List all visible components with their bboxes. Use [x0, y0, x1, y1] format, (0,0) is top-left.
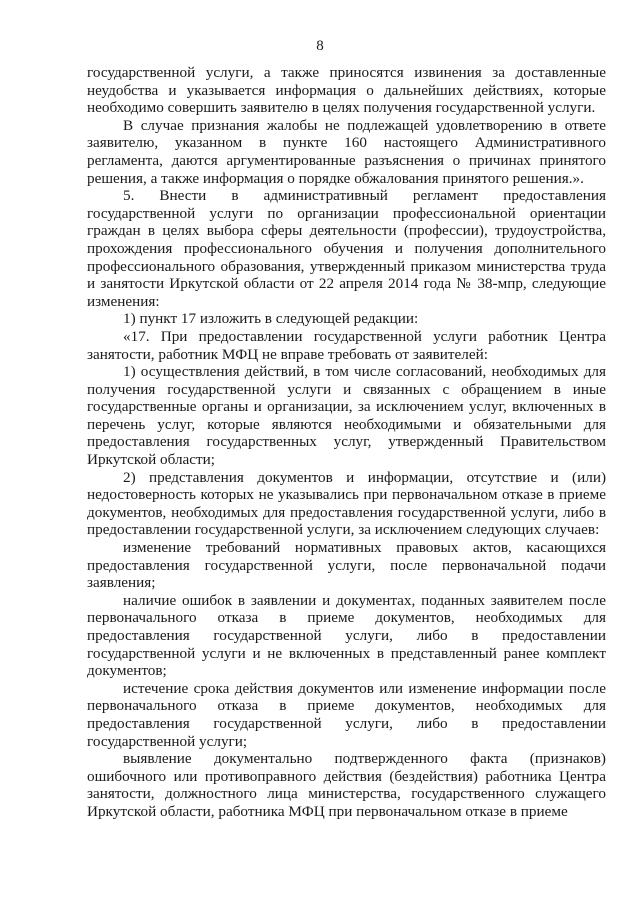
paragraph: 5. Внести в административный регламент предоставления государственной услуги по организации профессиональной ориентации граждан в целях выбора сферы деятельности (профессии), трудоустройства, прохождения профессионального обучения и получения дополнительного профессионального образования, утвержденный приказом министерства труда и занятости Иркутской области от 22 апреля 2014 года № 38-мпр, следующие изменения: — [87, 187, 606, 310]
paragraph: изменение требований нормативных правовых актов, касающихся предоставления государственной услуги, после первоначальной подачи заявления; — [87, 539, 606, 592]
paragraph: «17. При предоставлении государственной услуги работник Центра занятости, работник МФЦ не вправе требовать от заявителей: — [87, 327, 606, 363]
paragraph: истечение срока действия документов или изменение информации после первоначального отказа в приеме документов, необходимых для предоставления государственной услуги, либо в предоставлении государственной услуги; — [87, 679, 606, 750]
paragraph: 1) осуществления действий, в том числе согласований, необходимых для получения государственной услуги и связанных с обращением в иные государственные органы и организации, за исключением услуг, включенных в перечень услуг, которые являются необходимыми и обязательными для предоставления государственных услуг, утвержденный Правительством Иркутской области; — [87, 363, 606, 469]
paragraph: В случае признания жалобы не подлежащей удовлетворению в ответе заявителю, указанном в пункте 160 настоящего Административного регламента, даются аргументированные разъяснения о причинах принятого решения, а также информация о порядке обжалования принятого решения.». — [87, 116, 606, 187]
page-number: 8 — [316, 38, 324, 54]
paragraph: выявление документально подтвержденного факта (признаков) ошибочного или противоправного действия (бездействия) работника Центра занятости, должностного лица министерства, государственного служащего Иркутской области, работника МФЦ при первоначальном отказе в приеме — [87, 750, 606, 820]
paragraph: наличие ошибок в заявлении и документах, поданных заявителем после первоначального отказа в приеме документов, необходимых для предоставления государственной услуги, либо в предоставлении государственной услуги и не включенных в представленный ранее комплект документов; — [87, 591, 606, 680]
paragraph: государственной услуги, а также приносятся извинения за доставленные неудобства и указывается информация о дальнейших действиях, которые необходимо совершить заявителю в целях получения государственной услуги. — [87, 64, 606, 117]
document-body — [87, 64, 606, 821]
paragraph: 1) пункт 17 изложить в следующей редакции: — [123, 310, 419, 328]
paragraph: 2) представления документов и информации, отсутствие и (или) недостоверность которых не указывались при первоначальном отказе в приеме документов, необходимых для предоставления государственной услуги, либо в предоставлении государственной услуги, за исключением следующих случаев: — [87, 468, 606, 539]
